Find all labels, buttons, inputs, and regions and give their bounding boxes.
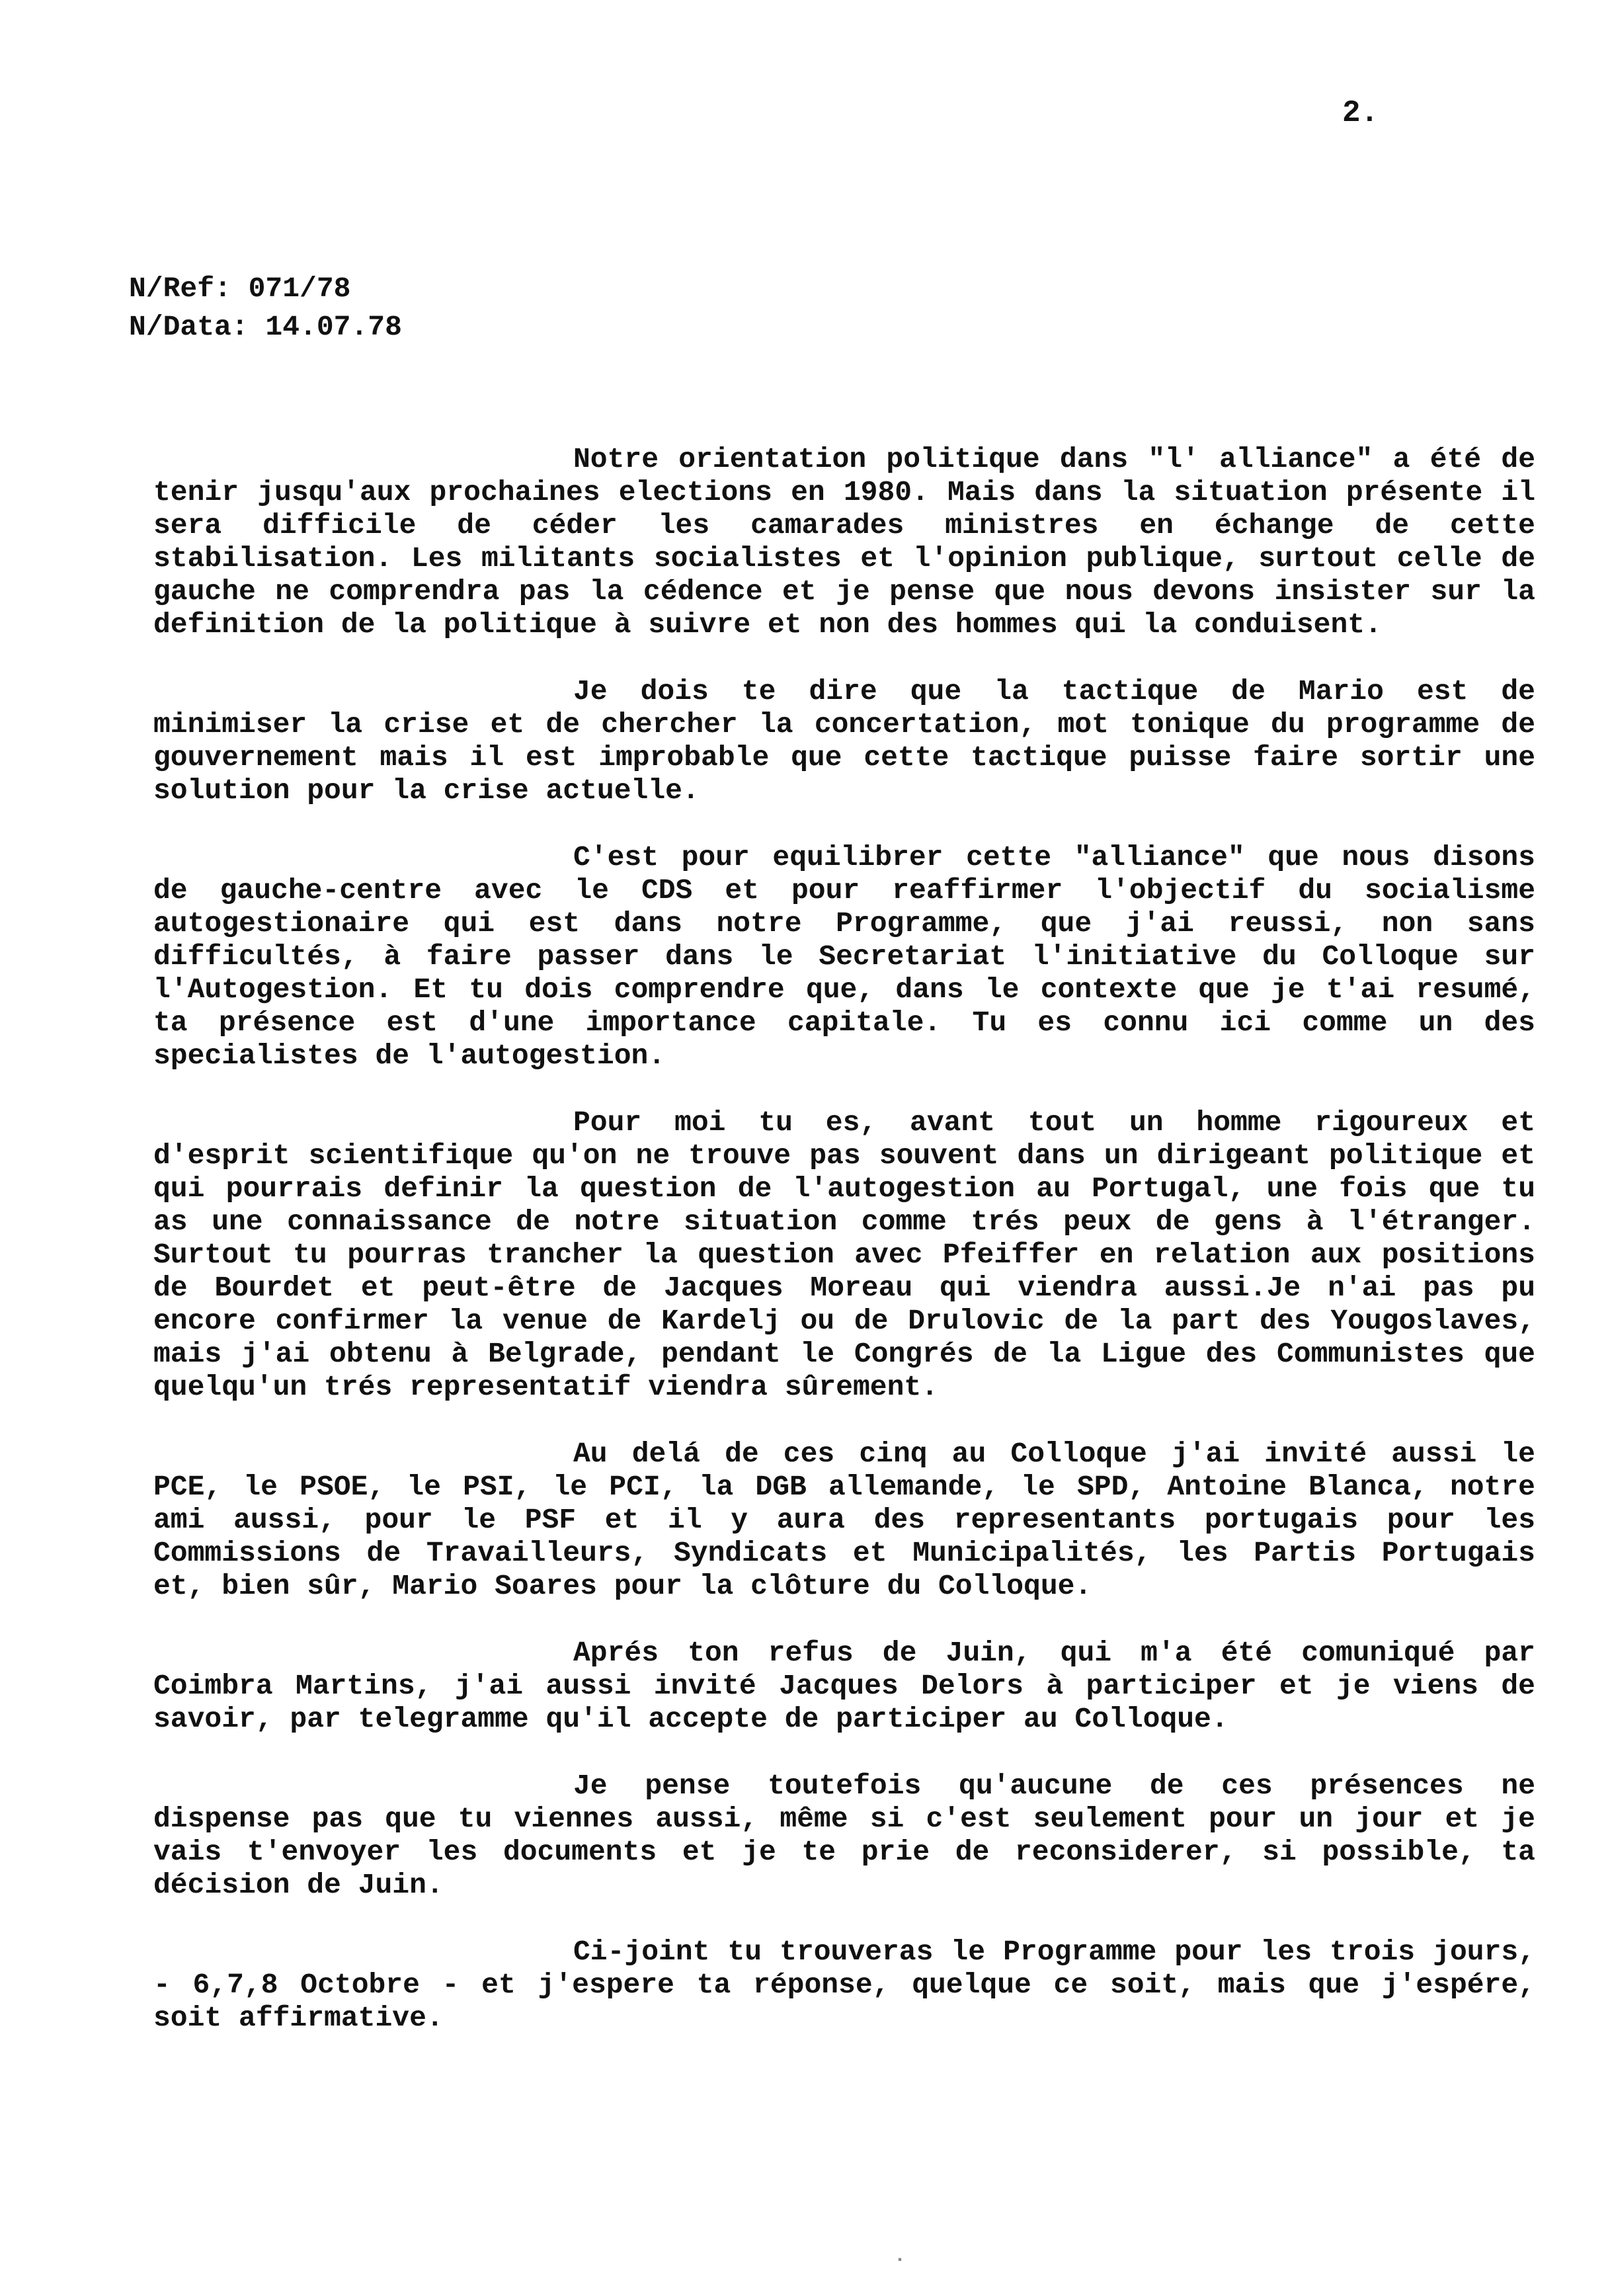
paragraph: Je dois te dire que la tactique de Mario est de minimiser la crise et de chercher la concertation, mot tonique du programme de gouvernement mais il est improbable que cette tactique puisse faire sortir une solution pour la crise actuelle. [153,675,1535,807]
page-number: 2. [1342,96,1379,130]
bottom-mark: . [894,2245,906,2268]
reference-date: N/Data: 14.07.78 [129,311,402,343]
reference-number: N/Ref: 071/78 [129,272,351,305]
paragraph: Notre orientation politique dans "l' alliance" a été de tenir jusqu'aux prochaines elections en 1980. Mais dans la situation présente il sera difficile de céder les camarades ministres en échange de cette stabilisation. Les militants socialistes et l'opinion publique, surtout celle de gauche ne comprendra pas la cédence et je pense que nous devons insister sur la definition de la politique à suivre et non des hommes qui la conduisent. [153,443,1535,641]
paragraph: Aprés ton refus de Juin, qui m'a été comuniqué par Coimbra Martins, j'ai aussi invité Jacques Delors à participer et je viens de savoir, par telegramme qu'il accepte de participer au Colloque. [153,1637,1535,1735]
paragraph: Pour moi tu es, avant tout un homme rigoureux et d'esprit scientifique qu'on ne trouve pas souvent dans un dirigeant politique et qui pourrais definir la question de l'autogestion au Portugal, une fois que tu as une connaissance de notre situation comme trés peux de gens à l'étranger. Surtout tu pourras trancher la question avec Pfeiffer en relation aux positions de Bourdet et peut-être de Jacques Moreau qui viendra aussi.Je n'ai pas pu encore confirmer la venue de Kardelj ou de Drulovic de la part des Yougoslaves, mais j'ai obtenu à Belgrade, pendant le Congrés de la Ligue des Communistes que quelqu'un trés representatif viendra sûrement. [153,1106,1535,1403]
paragraph: C'est pour equilibrer cette "alliance" que nous disons de gauche-centre avec le CDS et pour reaffirmer l'objectif du socialisme autogestionaire qui est dans notre Programme, que j'ai reussi, non sans difficultés, à faire passer dans le Secretariat l'initiative du Colloque sur l'Autogestion. Et tu dois comprendre que, dans le contexte que je t'ai resumé, ta présence est d'une importance capitale. Tu es connu ici comme un des specialistes de l'autogestion. [153,841,1535,1072]
paragraph: Ci-joint tu trouveras le Programme pour les trois jours, - 6,7,8 Octobre - et j'espere ta réponse, quelque ce soit, mais que j'espére, soit affirmative. [153,1936,1535,2034]
paragraph: Au delá de ces cinq au Colloque j'ai invité aussi le PCE, le PSOE, le PSI, le PCI, la DGB allemande, le SPD, Antoine Blanca, notre ami aussi, pour le PSF et il y aura des representants portugais pour les Commissions de Travailleurs, Syndicats et Municipalités, les Partis Portugais et, bien sûr, Mario Soares pour la clôture du Colloque. [153,1438,1535,1602]
letter-body [153,443,1535,2069]
reference-block [129,270,402,347]
paragraph: Je pense toutefois qu'aucune de ces présences ne dispense pas que tu viennes aussi, même si c'est seulement pour un jour et je vais t'envoyer les documents et je te prie de reconsiderer, si possible, ta décision de Juin. [153,1770,1535,1901]
